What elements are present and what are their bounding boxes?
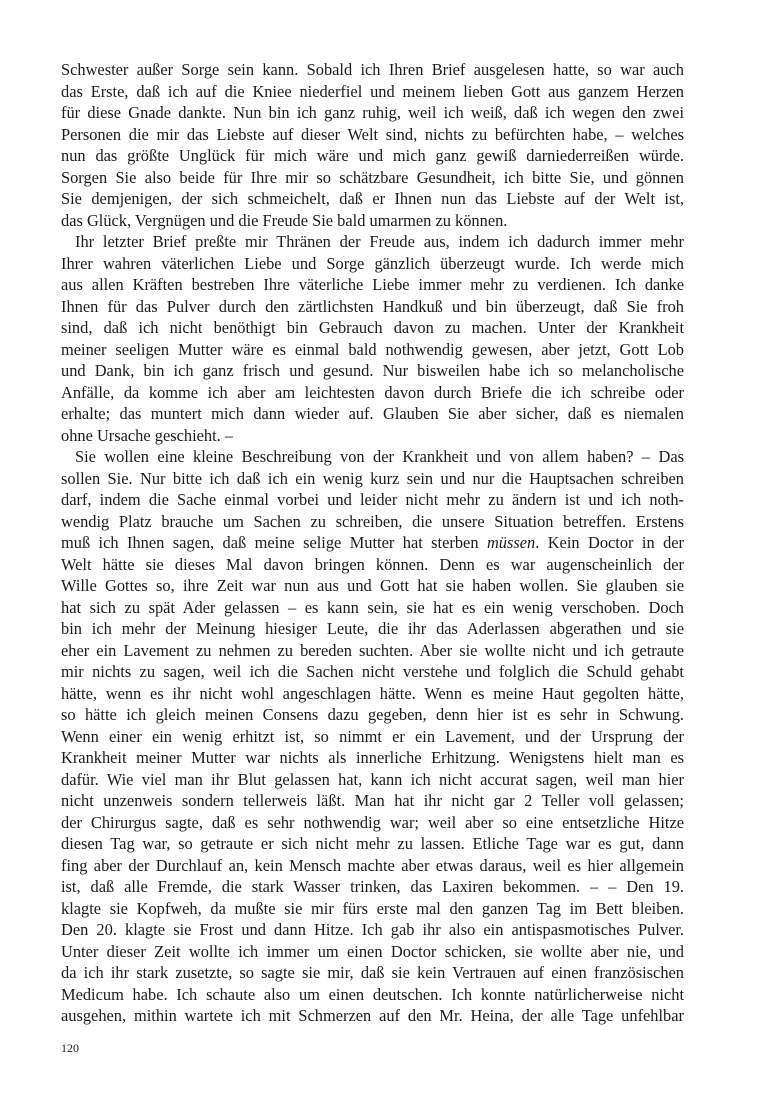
text-line: Welt hätte sie dieses Mal davon bringen können. Denn es war augenscheinlich der [61, 554, 684, 574]
text-line: sollen Sie. Nur bitte ich daß ich ein wenig kurz sein und nur die Hauptsachen schreiben [61, 468, 684, 488]
text-line: ohne Ursache geschieht. – [61, 425, 234, 445]
text-line: da ich ihr stark zusetzte, so sagte sie mir, daß sie kein Vertrauen auf einen französischen [61, 963, 684, 982]
text-line: bin ich mehr der Meinung hiesiger Leute, die ihr das Aderlassen abgerathen und sie [61, 619, 684, 638]
text-line: Anfälle, da komme ich aber am leichtesten davon durch Briefe die ich schreibe oder [61, 382, 684, 402]
text-line: diesen Tag war, so getraute er sich nicht mehr zu lassen. Etliche Tage war es gut, dann [61, 834, 684, 853]
text-line: aus allen Kräften bestreben Ihre väterliche Liebe immer mehr zu verdienen. Ich danke [61, 275, 684, 294]
line-text-after: . Kein Doctor in der [535, 533, 684, 552]
paragraph-first-line: Ihr letzter Brief preßte mir Thränen der Freude aus, indem ich dadurch immer mehr [75, 232, 684, 251]
page-number: 120 [61, 1041, 79, 1055]
text-line-with-emphasis [61, 532, 684, 554]
text-line: so hätte ich gleich meinen Consens dazu gegeben, denn hier ist es sehr in Schwung. [61, 705, 684, 724]
text-line: Personen die mir das Liebste auf dieser Welt sind, nichts zu befürchten habe, – welches [61, 124, 684, 144]
line-text-before: muß ich Ihnen sagen, daß meine selige Mutter hat sterben [61, 533, 487, 552]
text-line: Krankheit meiner Mutter war nichts als innerliche Erhitzung. Wenigstens hielt man es [61, 748, 684, 767]
text-line: fing aber der Durchlauf an, kein Mensch machte aber etwas daraus, weil es hier allgemein [61, 855, 684, 875]
text-line: und Dank, bin ich ganz frisch und gesund. Nur bisweilen habe ich so melancholische [61, 361, 684, 380]
paragraph-first-line: Sie wollen eine kleine Beschreibung von der Krankheit und von allem haben? – Das [75, 447, 684, 466]
text-line: nicht unzenweis sondern tellerweis läßt. Man hat ihr nicht gar 2 Teller voll gelassen; [61, 791, 684, 810]
text-line: meiner seeligen Mutter wäre es einmal bald nothwendig gewesen, aber jetzt, Gott Lob [61, 339, 684, 359]
text-line: hätte, wenn es ihr nicht wohl angeschlagen hätte. Wenn es meine Haut gegolten hätte, [61, 683, 684, 703]
text-line: Schwester außer Sorge sein kann. Sobald ich Ihren Brief ausgelesen hatte, so war auch [61, 60, 684, 79]
text-line: Unter dieser Zeit wollte ich immer um einen Doctor schicken, sie wollte aber nie, und [61, 941, 684, 961]
text-line: darf, indem die Sache einmal vorbei und leider nicht mehr zu ändern ist und ich noth- [61, 490, 684, 509]
text-line: nun das größte Unglück für mich wäre und mich ganz gewiß darniederreißen würde. [61, 146, 684, 165]
text-line: wendig Platz brauche um Sachen zu schreiben, die unsere Situation betreffen. Erstens [61, 511, 684, 531]
text-line: das Erste, daß ich auf die Kniee niederfiel und meinem lieben Gott aus ganzem Herzen [61, 81, 684, 101]
text-line: für diese Gnade dankte. Nun bin ich ganz ruhig, weil ich weiß, daß ich wegen den zwei [61, 103, 684, 122]
text-line: mir nichts zu sagen, weil ich die Sachen nicht verstehe und folglich die Schuld gehabt [61, 662, 684, 681]
text-line: ausgehen, mithin wartete ich mit Schmerzen auf den Mr. Heina, der alle Tage unfehlbar [61, 1006, 684, 1025]
body-text [61, 59, 684, 1027]
text-line: dafür. Wie viel man ihr Blut gelassen hat, kann ich nicht accurat sagen, weil man hier [61, 769, 684, 789]
text-line: Sorgen Sie also beide für Ihre mir so schätzbare Gesundheit, ich bitte Sie, und gönnen [61, 167, 684, 187]
text-line: das Glück, Vergnügen und die Freude Sie bald umarmen zu können. [61, 210, 508, 230]
text-line: Wenn einer ein wenig erhitzt ist, so nimmt er ein Lavement, und der Ursprung der [61, 726, 684, 746]
text-line: Ihrer wahren väterlichen Liebe und Sorge gänzlich überzeugt wurde. Ich werde mich [61, 253, 684, 273]
text-line: Den 20. klagte sie Frost und dann Hitze. Ich gab ihr also ein antispasmotisches Pulver. [61, 920, 684, 939]
text-line: Sie demjenigen, der sich schmeichelt, daß er Ihnen nun das Liebste auf der Welt ist, [61, 189, 684, 208]
text-line: eher ein Lavement zu nehmen zu bereden suchten. Aber sie wollte nicht und ich getraute [61, 640, 684, 660]
text-line: sind, daß ich nicht benöthigt bin Gebrauch davon zu machen. Unter der Krankheit [61, 318, 684, 337]
text-line: ist, daß alle Fremde, die stark Wasser trinken, das Laxiren bekommen. – – Den 19. [61, 877, 684, 896]
text-line: hat sich zu spät Ader gelassen – es kann sein, sie hat es ein wenig verschoben. Doch [61, 597, 684, 617]
text-line: der Chirurgus sagte, daß es sehr nothwendig war; weil aber so eine entsetzliche Hitze [61, 812, 684, 832]
text-line: Ihnen für das Pulver durch den zärtlichsten Handkuß und bin überzeugt, daß Sie froh [61, 296, 684, 316]
emphasized-word: müssen [486, 533, 536, 552]
text-line: klagte sie Kopfweh, da mußte sie mir fürs erste mal den ganzen Tag im Bett bleiben. [61, 898, 684, 918]
text-line: Medicum habe. Ich schaute also um einen deutschen. Ich konnte natürlicherweise nicht [61, 984, 684, 1004]
text-line: erhalte; das muntert mich dann wieder auf. Glauben Sie aber sicher, daß es niemalen [61, 404, 684, 423]
text-line: Wille Gottes so, ihre Zeit war nun aus und Gott hat sie haben wollen. Sie glauben sie [61, 576, 684, 595]
